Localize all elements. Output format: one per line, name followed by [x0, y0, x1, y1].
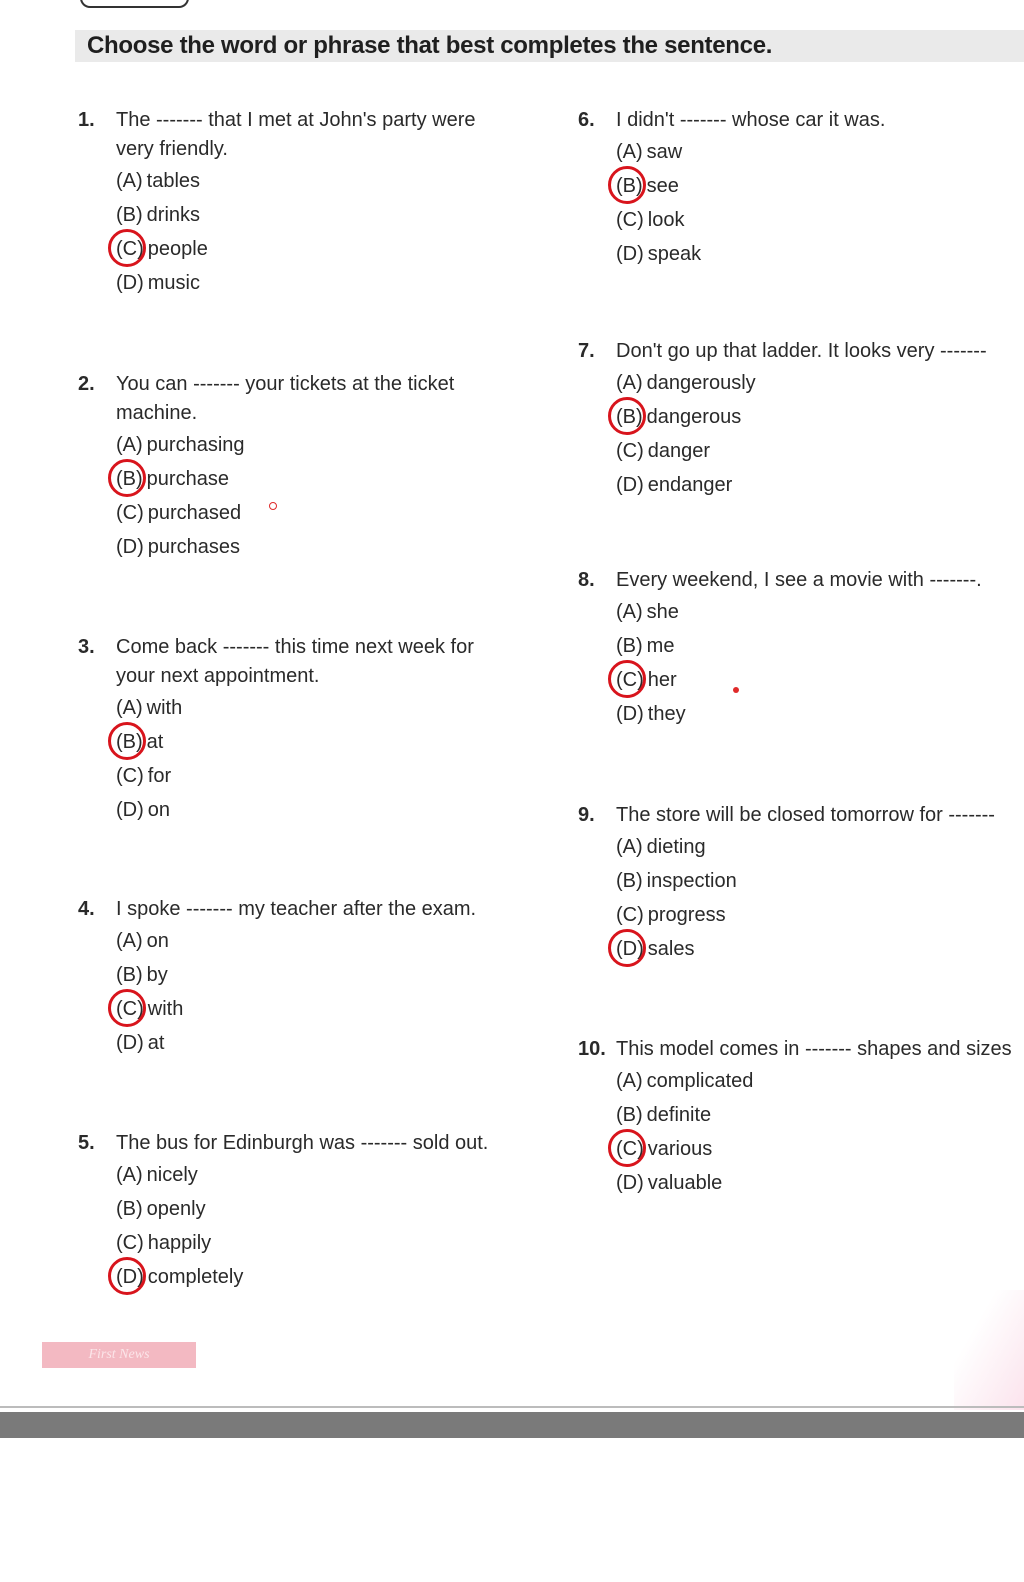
answer-option: [616, 629, 1024, 663]
option-text: purchasing: [146, 434, 245, 456]
option-text: by: [146, 964, 168, 986]
option-letter: (A): [616, 141, 643, 163]
question-stem: The bus for Edinburgh was ------- sold out.: [116, 1132, 489, 1154]
option-letter: (C): [116, 238, 144, 260]
answer-option: [616, 663, 1024, 697]
question-stem: This model comes in ------- shapes and sizes: [616, 1038, 1012, 1060]
option-letter: (C): [116, 765, 144, 787]
question-2: [78, 370, 518, 564]
question-9: [578, 801, 1024, 966]
option-letter: (C): [116, 502, 144, 524]
answer-circle-mark: [108, 1257, 146, 1295]
answer-option: [116, 462, 518, 496]
question-10: [578, 1035, 1024, 1200]
option-text: inspection: [646, 870, 737, 892]
option-text: she: [646, 601, 679, 623]
option-letter: (A): [616, 372, 643, 394]
question-stem: Don't go up that ladder. It looks very -------: [616, 340, 987, 362]
question-stem-row: [578, 1035, 1024, 1064]
answer-option: [616, 1132, 1024, 1166]
question-number: 9.: [578, 804, 595, 826]
option-letter: (C): [116, 1232, 144, 1254]
option-text: see: [646, 175, 679, 197]
answer-option: [616, 135, 1024, 169]
option-letter: (C): [616, 440, 644, 462]
option-text: at: [147, 1032, 165, 1054]
answer-option: [116, 496, 518, 530]
option-text: purchased: [147, 502, 242, 524]
option-text: valuable: [647, 1172, 723, 1194]
answer-option: [116, 992, 518, 1026]
option-text: completely: [147, 1266, 244, 1288]
answer-option: [116, 924, 518, 958]
option-text: definite: [646, 1104, 712, 1126]
answer-circle-mark: [608, 660, 646, 698]
question-stem: You can ------- your tickets at the ticket machine.: [116, 373, 455, 424]
option-letter: (D): [616, 938, 644, 960]
answer-option: [616, 1098, 1024, 1132]
question-number: 10.: [578, 1038, 606, 1060]
red-dot-mark: [269, 502, 277, 510]
option-text: tables: [146, 170, 201, 192]
option-text: music: [147, 272, 200, 294]
question-4: [78, 895, 518, 1060]
option-letter: (B): [116, 204, 143, 226]
option-text: endanger: [647, 474, 733, 496]
option-text: they: [647, 703, 686, 725]
instruction-header: Choose the word or phrase that best completes the sentence.: [75, 30, 1024, 62]
answer-option: [116, 759, 518, 793]
option-letter: (A): [616, 1070, 643, 1092]
question-stem: Come back ------- this time next week for your next appointment.: [116, 636, 474, 687]
answer-circle-mark: [108, 229, 146, 267]
question-8: [578, 566, 1024, 731]
option-letter: (B): [116, 964, 143, 986]
option-text: nicely: [146, 1164, 198, 1186]
option-letter: (D): [616, 1172, 644, 1194]
question-stem-row: [578, 566, 1024, 595]
option-text: people: [147, 238, 208, 260]
option-letter: (A): [116, 697, 143, 719]
option-letter: (C): [616, 209, 644, 231]
answer-option: [116, 1226, 518, 1260]
question-number: 2.: [78, 373, 95, 395]
option-letter: (B): [616, 870, 643, 892]
option-text: her: [647, 669, 677, 691]
question-stem-row: [78, 370, 518, 428]
question-stem: Every weekend, I see a movie with -------.: [616, 569, 982, 591]
option-text: happily: [147, 1232, 212, 1254]
answer-circle-mark: [608, 929, 646, 967]
option-text: danger: [647, 440, 711, 462]
answer-option: [116, 232, 518, 266]
question-1: [78, 106, 518, 300]
option-letter: (A): [116, 434, 143, 456]
question-number: 4.: [78, 898, 95, 920]
option-letter: (D): [616, 243, 644, 265]
question-number: 6.: [578, 109, 595, 131]
answer-option: [116, 725, 518, 759]
answer-option: [116, 1026, 518, 1060]
question-stem: I didn't ------- whose car it was.: [616, 109, 886, 131]
option-letter: (B): [616, 1104, 643, 1126]
option-text: sales: [647, 938, 695, 960]
option-letter: (D): [116, 1266, 144, 1288]
question-5: [78, 1129, 518, 1294]
question-stem-row: [78, 895, 518, 924]
option-text: at: [146, 731, 164, 753]
question-stem: I spoke ------- my teacher after the exam.: [116, 898, 477, 920]
answer-option: [116, 1260, 518, 1294]
answer-option: [116, 1158, 518, 1192]
option-letter: (D): [616, 474, 644, 496]
answer-option: [616, 366, 1024, 400]
option-text: me: [646, 635, 675, 657]
question-stem-row: [78, 106, 518, 164]
answer-option: [116, 198, 518, 232]
answer-circle-mark: [108, 722, 146, 760]
question-3: [78, 633, 518, 827]
option-letter: (A): [616, 601, 643, 623]
option-letter: (D): [116, 799, 144, 821]
divider: [0, 1406, 1024, 1408]
option-text: various: [647, 1138, 713, 1160]
option-text: look: [647, 209, 685, 231]
question-stem-row: [78, 633, 518, 691]
option-text: saw: [646, 141, 683, 163]
option-letter: (D): [616, 703, 644, 725]
option-text: purchases: [147, 536, 241, 558]
option-letter: (A): [116, 930, 143, 952]
red-dot-mark: [733, 687, 739, 693]
answer-option: [616, 830, 1024, 864]
answer-circle-mark: [608, 397, 646, 435]
option-text: with: [147, 998, 184, 1020]
question-stem-row: [78, 1129, 518, 1158]
question-stem: The store will be closed tomorrow for -------: [616, 804, 995, 826]
answer-option: [616, 898, 1024, 932]
answer-option: [616, 169, 1024, 203]
answer-option: [116, 266, 518, 300]
decorative-corner: [954, 1290, 1024, 1410]
answer-option: [116, 428, 518, 462]
question-number: 8.: [578, 569, 595, 591]
option-letter: (C): [616, 904, 644, 926]
question-number: 1.: [78, 109, 95, 131]
answer-option: [616, 237, 1024, 271]
answer-option: [116, 793, 518, 827]
question-number: 3.: [78, 636, 95, 658]
option-text: speak: [647, 243, 702, 265]
publisher-logo: First News: [42, 1342, 196, 1368]
question-stem-row: [578, 801, 1024, 830]
answer-option: [616, 400, 1024, 434]
question-stem-row: [578, 337, 1024, 366]
option-letter: (B): [116, 731, 143, 753]
answer-option: [116, 164, 518, 198]
option-text: progress: [647, 904, 726, 926]
option-text: purchase: [146, 468, 229, 490]
option-letter: (B): [116, 1198, 143, 1220]
option-letter: (C): [116, 998, 144, 1020]
answer-circle-mark: [108, 989, 146, 1027]
option-letter: (D): [116, 536, 144, 558]
option-text: complicated: [646, 1070, 754, 1092]
answer-option: [616, 595, 1024, 629]
option-letter: (D): [116, 1032, 144, 1054]
answer-option: [116, 530, 518, 564]
top-tab-outline: [80, 0, 189, 8]
answer-option: [616, 1166, 1024, 1200]
option-text: dieting: [646, 836, 706, 858]
answer-option: [116, 958, 518, 992]
option-letter: (B): [116, 468, 143, 490]
answer-circle-mark: [608, 166, 646, 204]
option-letter: (A): [116, 1164, 143, 1186]
option-letter: (B): [616, 635, 643, 657]
answer-option: [616, 697, 1024, 731]
option-text: dangerously: [646, 372, 756, 394]
option-text: openly: [146, 1198, 206, 1220]
question-stem: The ------- that I met at John's party were very friendly.: [116, 109, 476, 160]
option-letter: (A): [616, 836, 643, 858]
option-letter: (D): [116, 272, 144, 294]
question-7: [578, 337, 1024, 502]
option-text: dangerous: [646, 406, 742, 428]
question-number: 7.: [578, 340, 595, 362]
bottom-bar: [0, 1412, 1024, 1438]
option-letter: (B): [616, 406, 643, 428]
answer-option: [616, 434, 1024, 468]
option-letter: (C): [616, 669, 644, 691]
answer-option: [616, 1064, 1024, 1098]
option-letter: (A): [116, 170, 143, 192]
answer-option: [616, 864, 1024, 898]
question-6: [578, 106, 1024, 271]
option-letter: (B): [616, 175, 643, 197]
option-text: for: [147, 765, 172, 787]
answer-option: [116, 1192, 518, 1226]
answer-circle-mark: [608, 1129, 646, 1167]
option-text: with: [146, 697, 183, 719]
question-number: 5.: [78, 1132, 95, 1154]
answer-option: [616, 203, 1024, 237]
option-letter: (C): [616, 1138, 644, 1160]
answer-option: [616, 468, 1024, 502]
option-text: drinks: [146, 204, 201, 226]
answer-option: [616, 932, 1024, 966]
option-text: on: [146, 930, 169, 952]
question-stem-row: [578, 106, 1024, 135]
answer-option: [116, 691, 518, 725]
option-text: on: [147, 799, 171, 821]
answer-circle-mark: [108, 459, 146, 497]
